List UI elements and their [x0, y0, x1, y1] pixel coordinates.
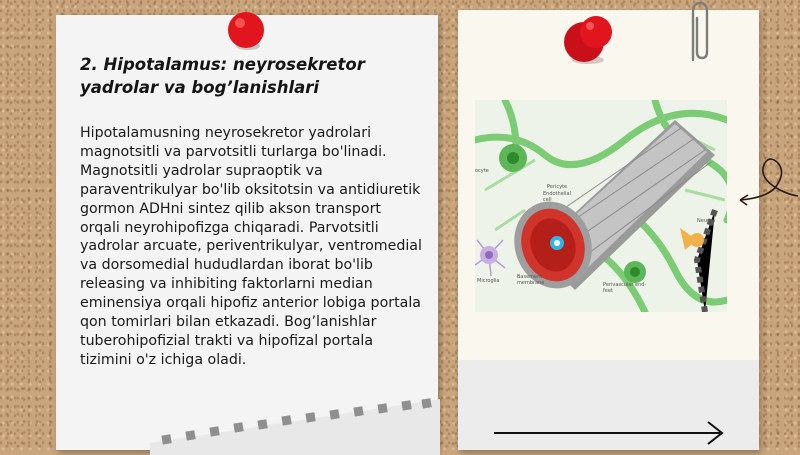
vessel-illustration-svg: [475, 100, 727, 312]
image-card: [458, 10, 759, 450]
right-arrow-icon: [492, 418, 727, 452]
squiggle-arrow-icon: [735, 150, 800, 214]
note-title: 2. Hipotalamus: neyrosekretor yadrolar va bog’lanishlari: [80, 55, 365, 97]
torn-paper-edge: [150, 395, 440, 455]
label-end-feet: Perivascular end-feet: [603, 282, 647, 294]
label-astrocyte: ocyte: [475, 168, 489, 174]
label-neuron: Neuron: [697, 218, 716, 224]
paperclip-icon: [683, 0, 713, 70]
label-endothelial: Endothelial cell: [543, 191, 571, 203]
label-microglia: Microglia: [477, 278, 500, 284]
label-pericyte: Pericyte: [547, 184, 568, 190]
note-body: Hipotalamusning neyrosekretor yadrolari magnotsitli va parvotsitli turlarga bo'linadi. Magnotsitli yadrolar supraoptik va paraventrikulyar bo'lib oksitotsin va antidiuretik gormon ADHni sintez qilib akson transport orqali neyrohipofizga chiqaradi. Parvotsitli yadrolar arcuate, periventrikulyar, ventromedial va dorsomedial hududlardan iborat bo'lib releasing va inhibiting faktorlarni median eminensiya orqali hipofiz anterior lobiga portala qon tomirlari bilan etkazadi. Bog’lanishlar tuberohipofizial trakti va hipofizal portala tizimini o'z ichiga oladi.: [80, 125, 422, 368]
illustration-blood-brain-barrier: [475, 100, 727, 312]
pushpin-icon: [560, 14, 618, 70]
label-basement-membrane: Basement membrane: [517, 274, 545, 286]
pushpin-icon: [226, 10, 266, 56]
note-card: [56, 15, 438, 450]
